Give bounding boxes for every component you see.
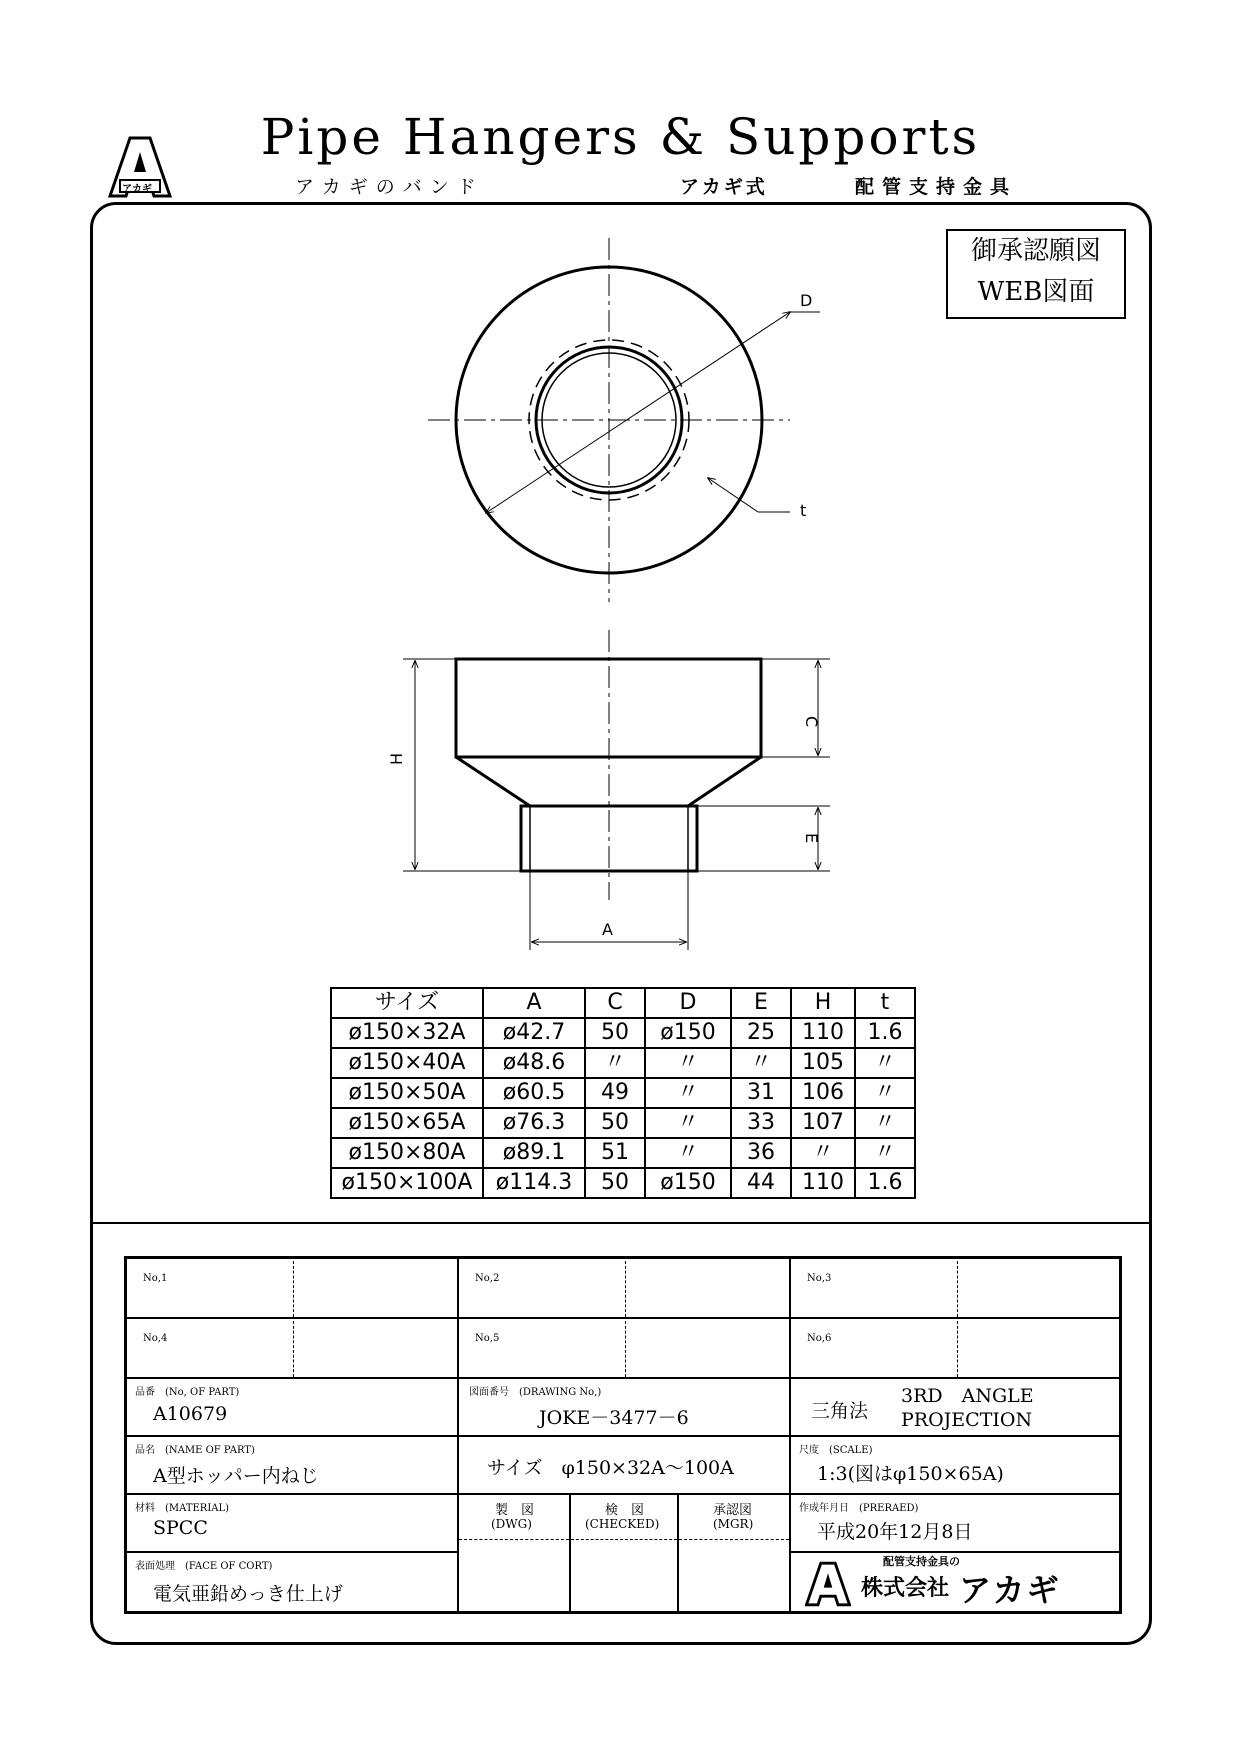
table-cell: 110 (791, 1168, 855, 1198)
table-cell: 〃 (855, 1108, 915, 1138)
drawing-number-cell (459, 1379, 791, 1437)
revision-cell (791, 1259, 1122, 1319)
projection-cell (791, 1379, 1122, 1437)
table-cell: ø60.5 (483, 1078, 585, 1108)
table-row (331, 1048, 915, 1078)
company-brand: アカギ (959, 1571, 1061, 1609)
revision-label: No,5 (475, 1333, 500, 1344)
revision-label: No,6 (807, 1333, 832, 1344)
finish-cell (127, 1553, 459, 1614)
table-row (331, 1078, 915, 1108)
table-cell: 〃 (645, 1048, 731, 1078)
stamp-line-1: 御承認願図 (970, 236, 1101, 266)
table-cell: ø150×32A (331, 1018, 483, 1048)
label-a: A (602, 920, 613, 939)
revision-cell (791, 1319, 1122, 1379)
drawing-number-label: 図面番号 (DRAWING No,) (469, 1387, 602, 1398)
finish: 電気亜鉛めっき仕上げ (153, 1583, 343, 1605)
scale-label: 尺度 (SCALE) (799, 1445, 873, 1456)
table-row (331, 1168, 915, 1198)
table-cell: 36 (731, 1138, 791, 1168)
table-row (331, 1018, 915, 1048)
size-range: サイズ φ150×32A～100A (487, 1457, 734, 1479)
col-header-t: t (855, 988, 915, 1018)
table-cell: 〃 (731, 1048, 791, 1078)
size-range-cell (459, 1437, 791, 1495)
scale-cell (791, 1437, 1122, 1495)
table-cell: ø150×65A (331, 1108, 483, 1138)
table-cell: 〃 (645, 1078, 731, 1108)
col-header-e: E (731, 988, 791, 1018)
mgr-signature-cell (679, 1495, 791, 1614)
table-cell: ø150 (645, 1168, 731, 1198)
table-cell: ø48.6 (483, 1048, 585, 1078)
top-view (428, 238, 820, 602)
projection-line-1: 3RD ANGLE (901, 1385, 1034, 1407)
col-header-d: D (645, 988, 731, 1018)
table-cell: 50 (585, 1168, 645, 1198)
label-h: H (387, 752, 406, 765)
table-cell: ø89.1 (483, 1138, 585, 1168)
table-row (331, 1108, 915, 1138)
table-header-row (331, 988, 915, 1018)
part-number-cell (127, 1379, 459, 1437)
dwg-label: 製 図 (495, 1503, 535, 1518)
table-cell: 〃 (855, 1078, 915, 1108)
logo-text: アカギ (122, 184, 152, 195)
table-cell: ø150 (645, 1018, 731, 1048)
table-cell: ø150×40A (331, 1048, 483, 1078)
label-e: E (802, 833, 821, 844)
dwg-signature-cell (459, 1495, 571, 1614)
revision-cell (127, 1259, 459, 1319)
table-cell: 〃 (645, 1138, 731, 1168)
projection-label: 三角法 (811, 1400, 869, 1422)
table-cell: 44 (731, 1168, 791, 1198)
table-cell: 110 (791, 1018, 855, 1048)
revision-label: No,2 (475, 1273, 500, 1284)
table-cell: 107 (791, 1108, 855, 1138)
size-spec-table (330, 987, 916, 1199)
checked-label: 検 図 (605, 1503, 645, 1518)
revision-cell (127, 1319, 459, 1379)
table-cell: ø150×50A (331, 1078, 483, 1108)
part-name-label: 品名 (NAME OF PART) (135, 1445, 255, 1456)
part-number: A10679 (153, 1403, 228, 1425)
col-header-size: サイズ (331, 988, 483, 1018)
col-header-c: C (585, 988, 645, 1018)
table-cell: 〃 (585, 1048, 645, 1078)
table-cell: ø76.3 (483, 1108, 585, 1138)
table-row (331, 1138, 915, 1168)
stamp-line-2: WEB図面 (977, 277, 1095, 307)
frame-divider (90, 1222, 1152, 1224)
projection-line-2: PROJECTION (901, 1409, 1033, 1431)
finish-label: 表面処理 (FACE OF CORT) (135, 1561, 273, 1572)
table-cell: ø150×100A (331, 1168, 483, 1198)
date-cell (791, 1495, 1122, 1553)
table-cell: 25 (731, 1018, 791, 1048)
title-block (124, 1256, 1122, 1614)
company-logo-icon (805, 1559, 851, 1609)
table-cell: 51 (585, 1138, 645, 1168)
material-cell (127, 1495, 459, 1553)
table-cell: 50 (585, 1018, 645, 1048)
table-cell: 31 (731, 1078, 791, 1108)
mgr-label: 承認図 (713, 1503, 753, 1518)
subtitle-brand: アカギ式 (680, 176, 768, 198)
label-c: C (802, 716, 821, 728)
mgr-sub-label: (MGR) (713, 1517, 754, 1531)
table-cell: 〃 (855, 1138, 915, 1168)
checked-signature-cell (571, 1495, 679, 1614)
drawing-number: JOKE－3477－6 (539, 1407, 689, 1429)
revision-cell (459, 1259, 791, 1319)
company-cell (791, 1553, 1122, 1614)
revision-label: No,3 (807, 1273, 832, 1284)
table-cell: 1.6 (855, 1168, 915, 1198)
label-t: t (800, 501, 807, 520)
table-cell: ø150×80A (331, 1138, 483, 1168)
part-name-cell (127, 1437, 459, 1495)
thickness-leader (708, 478, 758, 512)
revision-label: No,1 (143, 1273, 168, 1284)
table-cell: 〃 (855, 1048, 915, 1078)
revision-cell (459, 1319, 791, 1379)
scale: 1:3(図はφ150×65A) (817, 1463, 1004, 1485)
table-cell: 49 (585, 1078, 645, 1108)
date: 平成20年12月8日 (817, 1521, 973, 1543)
table-cell: 〃 (791, 1138, 855, 1168)
company-tagline: 配管支持金具の (883, 1555, 960, 1568)
dwg-sub-label: (DWG) (491, 1517, 532, 1531)
col-header-a: A (483, 988, 585, 1018)
table-cell: 33 (731, 1108, 791, 1138)
company-name: 株式会社 (861, 1576, 950, 1601)
page-title: Pipe Hangers & Supports (260, 108, 981, 166)
table-cell: 105 (791, 1048, 855, 1078)
revision-label: No,4 (143, 1333, 168, 1344)
table-cell: 106 (791, 1078, 855, 1108)
subtitle-right: 配管支持金具 (855, 176, 1018, 198)
table-cell: 1.6 (855, 1018, 915, 1048)
table-cell: ø42.7 (483, 1018, 585, 1048)
part-name: A型ホッパー内ねじ (153, 1465, 319, 1487)
date-label: 作成年月日 (PRERAED) (799, 1503, 919, 1514)
checked-sub-label: (CHECKED) (585, 1517, 660, 1531)
side-view (403, 630, 830, 950)
material: SPCC (153, 1517, 208, 1539)
label-d: D (800, 291, 813, 310)
table-cell: ø114.3 (483, 1168, 585, 1198)
col-header-h: H (791, 988, 855, 1018)
dimension-d-line (486, 312, 790, 513)
part-number-label: 品番 (No, OF PART) (135, 1387, 240, 1398)
table-cell: 50 (585, 1108, 645, 1138)
subtitle-left: アカギのバンド (295, 176, 484, 198)
table-cell: 〃 (645, 1108, 731, 1138)
material-label: 材料 (MATERIAL) (135, 1503, 230, 1514)
